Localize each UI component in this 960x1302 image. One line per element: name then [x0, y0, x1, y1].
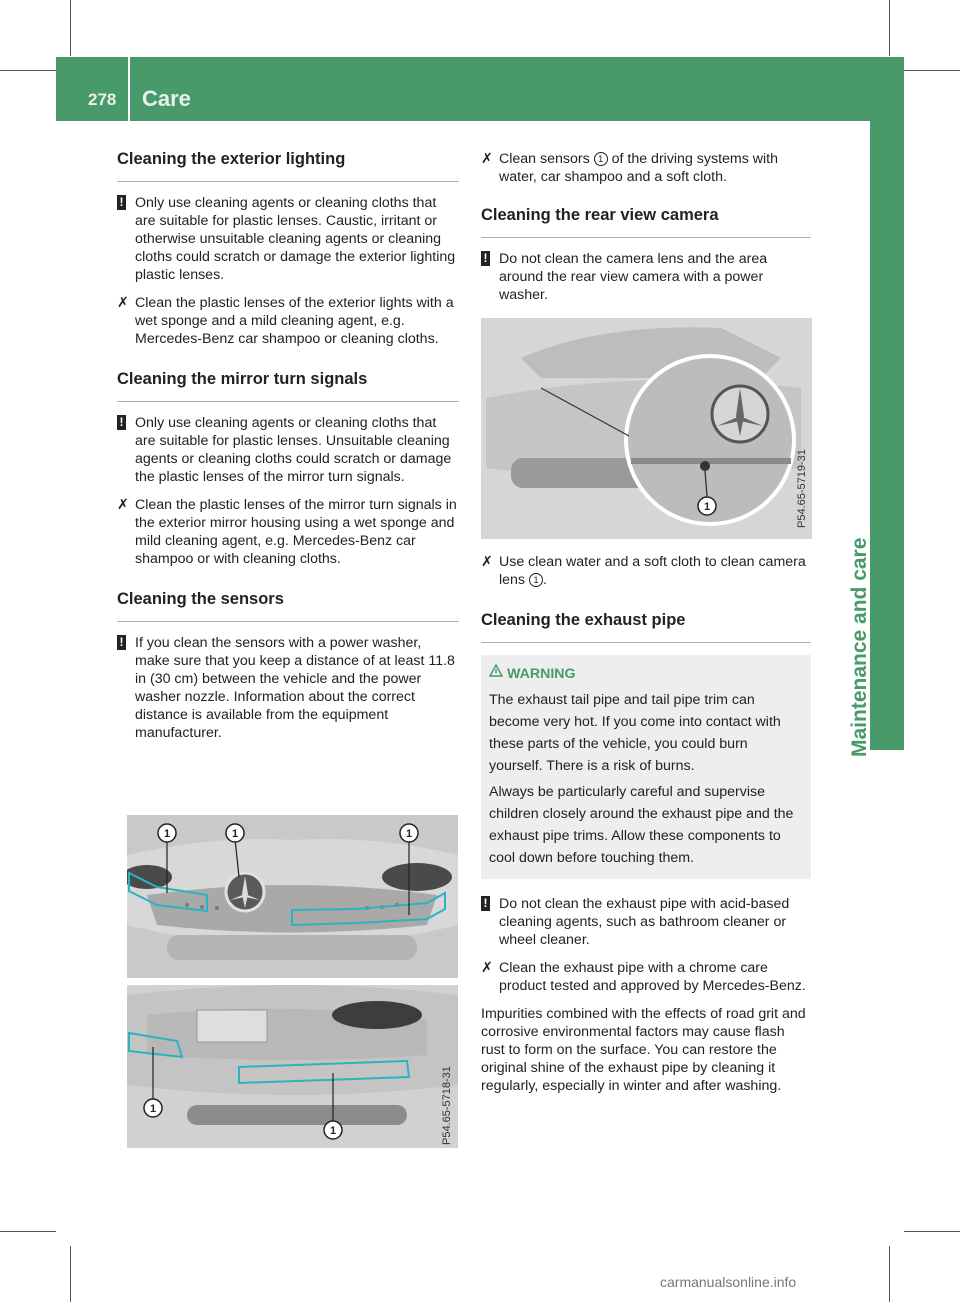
crop-mark: [904, 1231, 960, 1232]
caution-text: If you clean the sensors with a power washer, make sure that you keep a distance of at least 11.8 in (30 cm) between the vehicle and the power washer nozzle. Information about the correct distance is available from the equipment manufacturer.: [135, 635, 455, 741]
callout-label: 1: [231, 828, 239, 840]
instruction-step: [481, 150, 811, 186]
warning-text: Always be particularly careful and supervise children closely around the exhaust pipe and the exhaust pipe trims. Allow these components to cool down before touching them.: [489, 784, 794, 866]
warning-triangle-icon: [489, 664, 503, 677]
crop-mark: [70, 1246, 71, 1302]
section-title: Cleaning the rear view camera: [481, 206, 811, 238]
caution-note: [117, 414, 459, 486]
callout-label: 1: [405, 828, 413, 840]
sensors-figure: [127, 815, 458, 1148]
step-text-a: Clean sensors: [499, 151, 590, 167]
left-column: [117, 150, 459, 752]
step-arrow-icon: ✗: [117, 497, 129, 513]
page-header: [56, 57, 904, 121]
section-rear-view-camera: [481, 206, 811, 589]
step-arrow-icon: ✗: [117, 295, 129, 311]
caution-text: Do not clean the exhaust pipe with acid-based cleaning agents, such as bathroom cleaner or wheel cleaner.: [499, 896, 790, 948]
caution-note: [117, 634, 459, 742]
figure-code: P54.65-5719-31: [796, 449, 808, 528]
caution-text: Do not clean the camera lens and the area around the rear view camera with a power washer.: [499, 251, 768, 303]
step-text-b: .: [542, 572, 547, 588]
warning-box: [481, 655, 811, 879]
step-arrow-icon: ✗: [481, 960, 493, 976]
step-arrow-icon: ✗: [481, 554, 493, 570]
side-tab-label: Maintenance and care: [848, 537, 871, 757]
instruction-step: [481, 959, 811, 995]
callout-label: 1: [163, 828, 171, 840]
crop-mark: [70, 0, 71, 56]
caution-note: [481, 895, 811, 949]
caution-icon: !: [117, 635, 126, 650]
section-title: Cleaning the sensors: [117, 590, 459, 622]
caution-note: [117, 194, 459, 284]
footer-watermark: carmanualsonline.info: [660, 1274, 797, 1290]
step-arrow-icon: ✗: [481, 151, 493, 167]
step-text: Clean the plastic lenses of the exterior lights with a wet sponge and a mild cleaning agent, e.g. Mercedes-Benz car shampoo or cleaning cloths.: [135, 295, 454, 347]
caution-note: [481, 250, 811, 304]
caution-icon: !: [481, 251, 490, 266]
caution-text: Only use cleaning agents or cleaning cloths that are suitable for plastic lenses. Unsuitable cleaning agents or cleaning cloths could scratch or damage the plastic lenses of the mirror turn signals.: [135, 415, 452, 485]
callout-ref: 1: [529, 573, 543, 587]
right-column: [481, 150, 811, 1105]
figure-code: P54.65-5718-31: [441, 1066, 453, 1145]
body-paragraph: Impurities combined with the effects of road grit and corrosive environmental factors may cause flash rust to form on the surface. You can restore the original shine of the exhaust pipe by cleaning it regularly, especially in winter and after washing.: [481, 1006, 806, 1094]
section-title: Cleaning the exterior lighting: [117, 150, 459, 182]
instruction-step: [117, 496, 459, 568]
header-divider: [128, 57, 130, 121]
warning-text: The exhaust tail pipe and tail pipe trim can become very hot. If you come into contact with these parts of the vehicle, you could burn yourself. There is a risk of burns.: [489, 692, 781, 774]
step-text-a: Use clean water and a soft cloth to clean camera lens: [499, 554, 806, 588]
warning-label: WARNING: [507, 666, 576, 682]
step-text: Clean the plastic lenses of the mirror turn signals in the exterior mirror housing using a wet sponge and mild cleaning agent, e.g. Mercedes-Benz car shampoo or with cleaning cloths.: [135, 497, 457, 567]
callout-label: 1: [703, 501, 711, 513]
crop-mark: [904, 70, 960, 71]
section-mirror-turn-signals: [117, 370, 459, 568]
step-text: Clean the exhaust pipe with a chrome care product tested and approved by Mercedes-Benz.: [499, 960, 806, 994]
warning-title: [489, 663, 803, 685]
callout-ref: 1: [594, 152, 608, 166]
step-text-b: of the driving systems with water, car shampoo and a soft cloth.: [499, 151, 778, 185]
caution-icon: !: [117, 415, 126, 430]
section-title: Cleaning the exhaust pipe: [481, 611, 811, 643]
page-title: Care: [142, 86, 191, 111]
callout-label: 1: [329, 1125, 337, 1137]
camera-figure: [481, 318, 812, 539]
page-number: 278: [88, 90, 117, 109]
caution-icon: !: [117, 195, 126, 210]
crop-mark: [0, 70, 56, 71]
section-title: Cleaning the mirror turn signals: [117, 370, 459, 402]
side-tab: [870, 121, 904, 750]
crop-mark: [0, 1231, 56, 1232]
caution-icon: !: [481, 896, 490, 911]
section-exhaust-pipe: [481, 611, 811, 1095]
instruction-step: [481, 553, 811, 589]
callout-label: 1: [149, 1103, 157, 1115]
caution-text: Only use cleaning agents or cleaning cloths that are suitable for plastic lenses. Caustic, irritant or otherwise unsuitable cleaning agents or cleaning cloths could scratch or damage the exterior lighting plastic lenses.: [135, 195, 456, 283]
crop-mark: [889, 0, 890, 56]
instruction-step: [117, 294, 459, 348]
sensors-illustration: [127, 815, 458, 1148]
crop-mark: [889, 1246, 890, 1302]
camera-illustration: [481, 318, 812, 539]
section-sensors: [117, 590, 459, 742]
section-exterior-lighting: [117, 150, 459, 348]
